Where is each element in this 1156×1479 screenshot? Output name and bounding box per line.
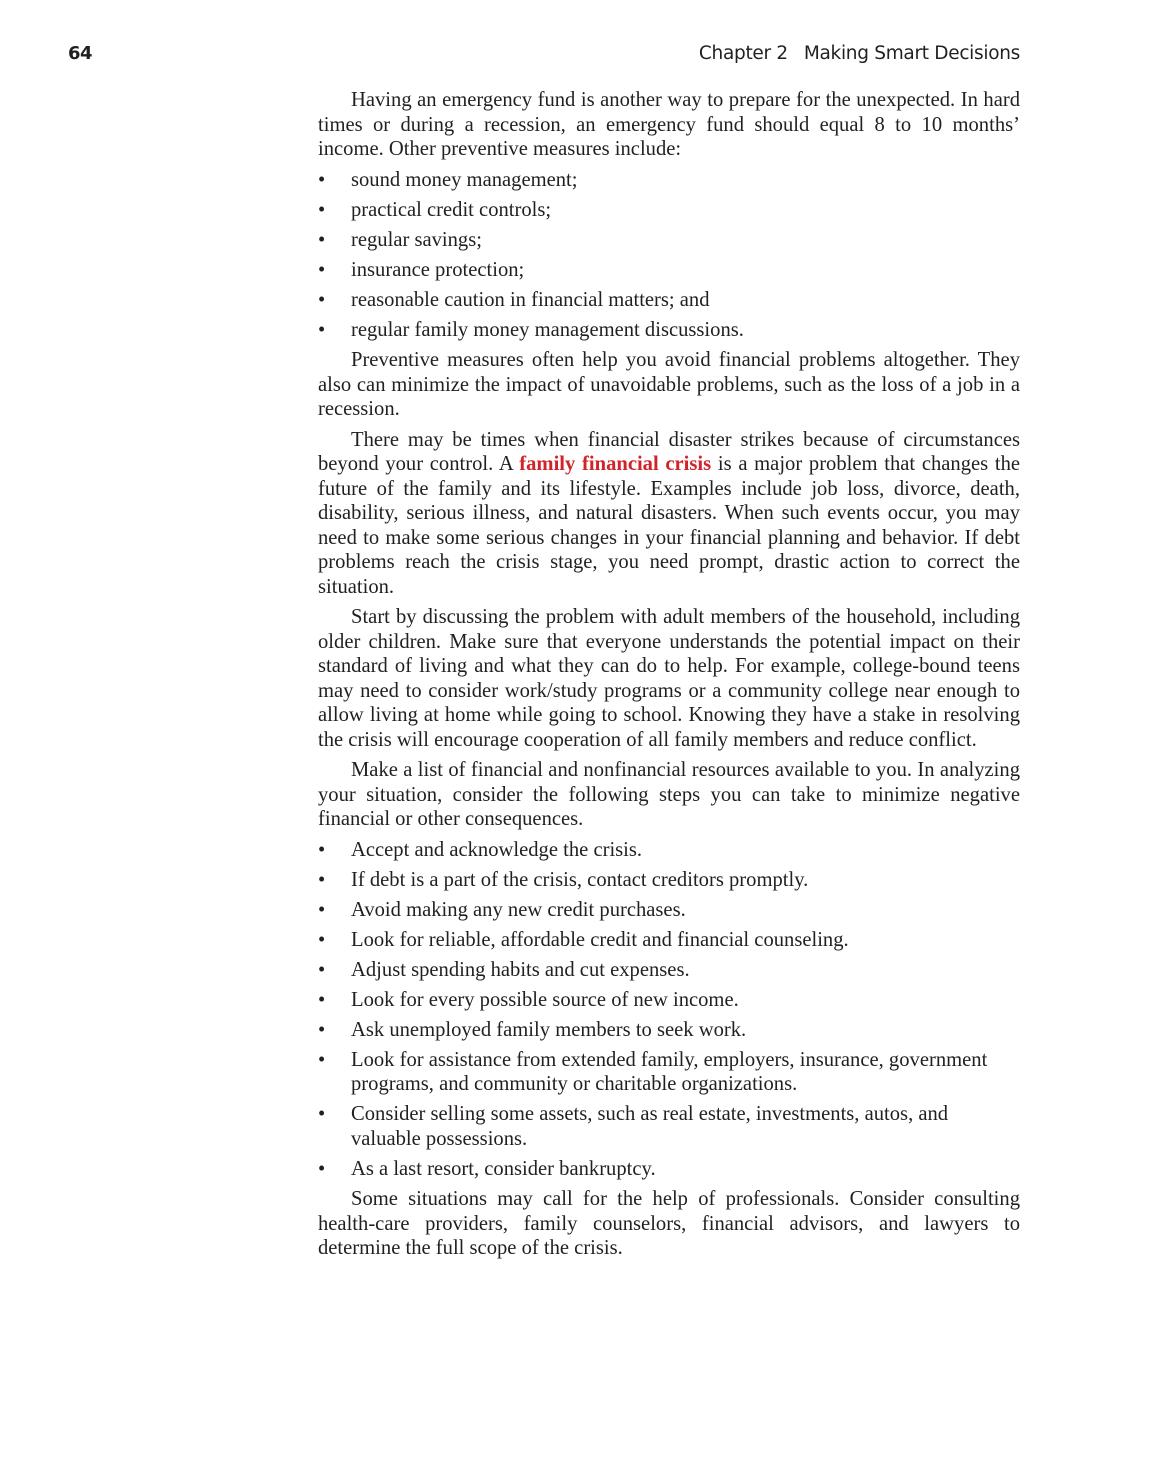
bullet-icon: • — [318, 318, 326, 341]
list-item: • Avoid making any new credit purchases. — [318, 898, 686, 921]
list-item: • As a last resort, consider bankruptcy. — [318, 1157, 656, 1180]
bullet-icon: • — [318, 868, 326, 891]
bullet-icon: • — [318, 838, 326, 861]
paragraph-professionals: Some situations may call for the help of professionals. Consider consulting health-care providers, family counselors, financial advisors, and lawyers to determine the full scope of the crisis. — [318, 1188, 1020, 1259]
bullet-icon: • — [318, 1048, 326, 1071]
list-item: • Consider selling some assets, such as real estate, investments, autos, and valuable possessions. — [318, 1103, 949, 1150]
paragraph-resources: Make a list of financial and nonfinancial resources available to you. In analyzing your situation, consider the following steps you can take to minimize negative financial or other consequences. — [318, 759, 1020, 830]
bullet-icon: • — [318, 958, 326, 981]
crisis-steps-list — [318, 838, 1020, 1182]
page-header — [0, 40, 1156, 70]
list-item: • If debt is a part of the crisis, contact creditors promptly. — [318, 868, 809, 891]
preventive-measures-list — [318, 168, 1020, 343]
list-item: • Look for every possible source of new income. — [318, 988, 739, 1011]
paragraph-family-financial-crisis: There may be times when financial disaster strikes because of circumstances beyond your control. A family financial crisis is a major problem that changes the future of the family and its lifestyle. Examples include job loss, divorce, death, disability, serious illness, and natural disasters. When such events occur, you may need to make some serious changes in your financial planning and behavior. If debt problems reach the crisis stage, you need prompt, drastic action to correct the situation. — [318, 428, 1021, 598]
bullet-icon: • — [318, 198, 326, 221]
bullet-icon: • — [318, 1103, 326, 1125]
bullet-icon: • — [318, 1018, 326, 1041]
chapter-label: Chapter 2 — [698, 43, 788, 64]
list-item: • Look for assistance from extended family, employers, insurance, government programs, and community or charitable organizations. — [318, 1048, 988, 1095]
bullet-icon: • — [318, 1157, 326, 1180]
bullet-icon: • — [318, 228, 326, 251]
bullet-icon: • — [318, 288, 326, 311]
page-number: 64 — [68, 43, 93, 64]
bullet-icon: • — [318, 258, 326, 281]
chapter-title: Making Smart Decisions — [803, 43, 1020, 64]
paragraph-preventive-measures: Preventive measures often help you avoid financial problems altogether. They also can minimize the impact of unavoidable problems, such as the loss of a job in a recession. — [318, 349, 1020, 420]
body-text — [318, 88, 1020, 1267]
bullet-icon: • — [318, 168, 326, 191]
list-item: • Adjust spending habits and cut expenses. — [318, 958, 690, 981]
bullet-icon: • — [318, 928, 326, 951]
list-item: • practical credit controls; — [318, 198, 552, 221]
key-term: family financial crisis — [519, 453, 712, 475]
bullet-icon: • — [318, 898, 326, 921]
list-item: • insurance protection; — [318, 258, 525, 281]
paragraph-emergency-fund: Having an emergency fund is another way to prepare for the unexpected. In hard times or during a recession, an emergency fund should equal 8 to 10 months’ income. Other preventive measures include: — [318, 89, 1020, 160]
list-item: • regular family money management discussions. — [318, 318, 744, 341]
list-item: • regular savings; — [318, 228, 482, 251]
list-item: • Look for reliable, affordable credit and financial counseling. — [318, 928, 849, 951]
list-item: • reasonable caution in financial matters; and — [318, 288, 710, 311]
list-item: • Ask unemployed family members to seek work. — [318, 1018, 747, 1041]
bullet-icon: • — [318, 988, 326, 1011]
list-item: • sound money management; — [318, 168, 578, 191]
running-head — [699, 43, 1020, 64]
paragraph-discuss-problem: Start by discussing the problem with adult members of the household, including older children. Make sure that everyone understands the potential impact on their standard of living and what they can do to help. For example, college-bound teens may need to consider work/study programs or a community college near enough to allow living at home while going to school. Knowing they have a stake in resolving the crisis will encourage cooperation of all family members and reduce conflict. — [318, 606, 1020, 751]
list-item: • Accept and acknowledge the crisis. — [318, 838, 643, 861]
